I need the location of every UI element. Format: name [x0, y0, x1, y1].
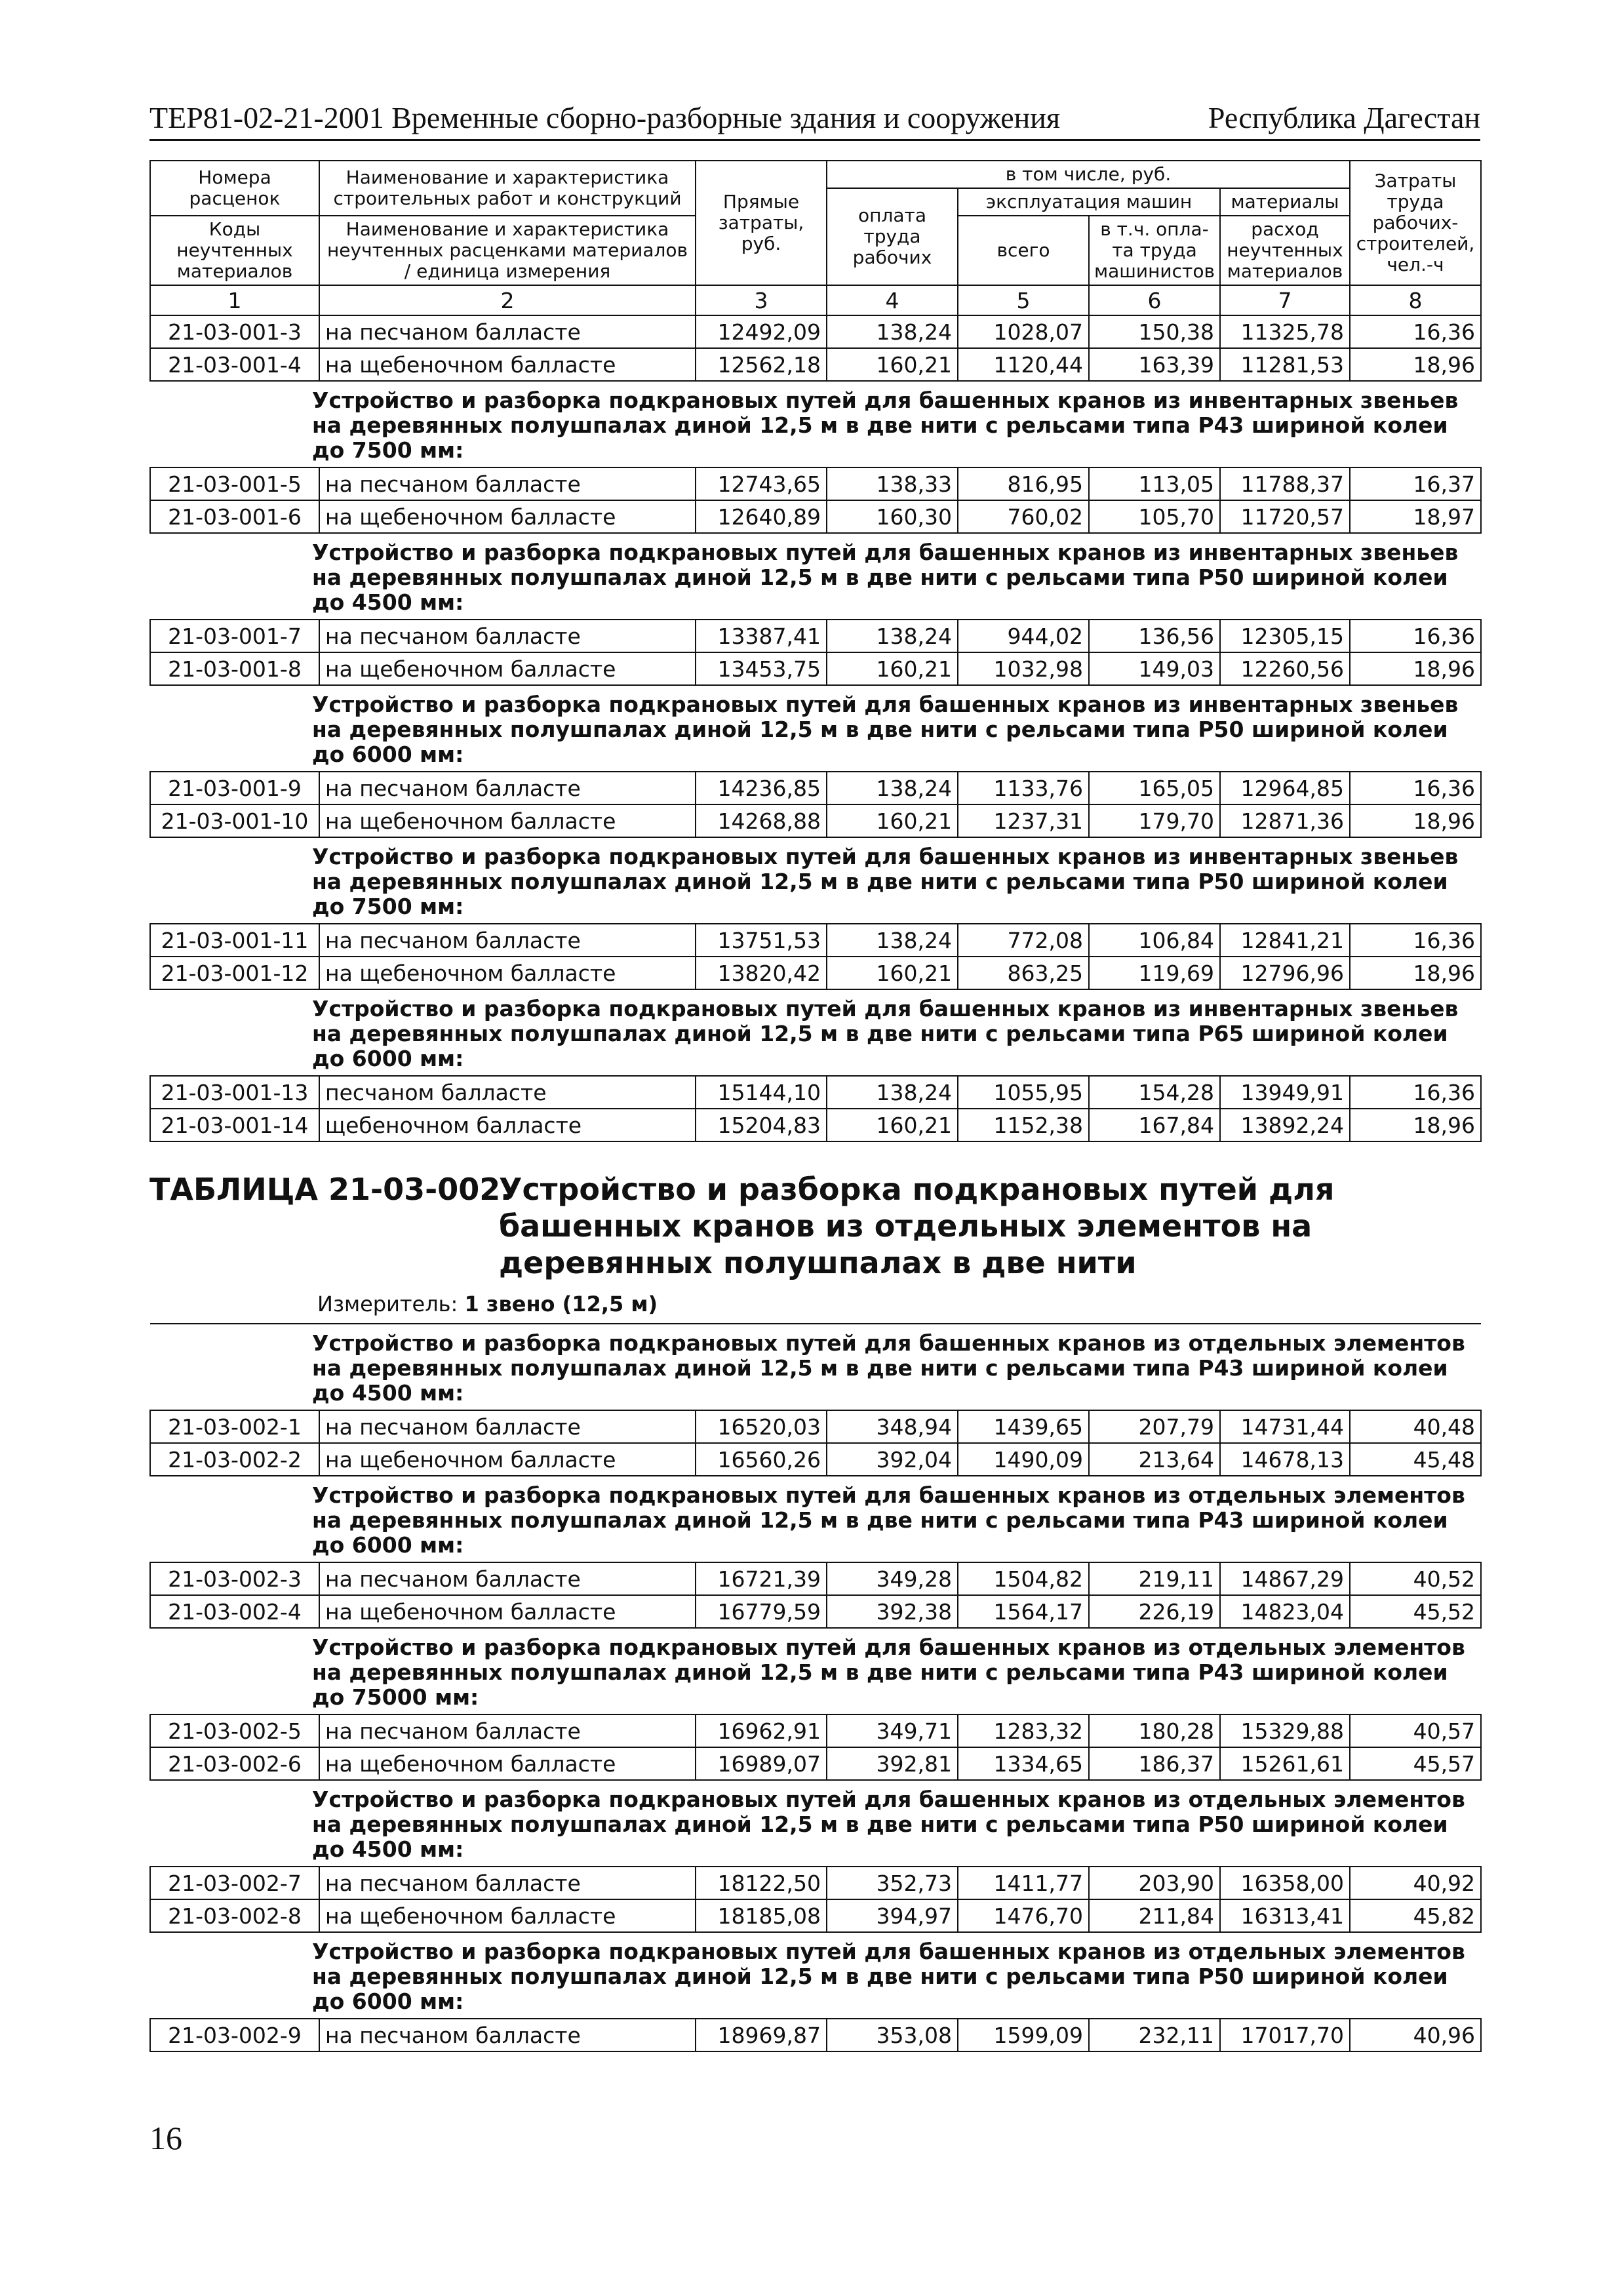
operator-pay: 165,05 — [1089, 772, 1220, 804]
column-number: 5 — [958, 285, 1089, 315]
materials-cost: 12964,85 — [1220, 772, 1350, 804]
direct-cost: 13453,75 — [696, 652, 827, 685]
operator-pay: 180,28 — [1089, 1714, 1220, 1747]
col-included-header: в том числе, руб. — [827, 161, 1350, 188]
region-name: Республика Дагестан — [1208, 101, 1480, 134]
machine-total: 772,08 — [958, 924, 1089, 957]
page-header — [149, 98, 1480, 141]
labor-pay: 160,21 — [827, 348, 958, 381]
direct-cost: 13751,53 — [696, 924, 827, 957]
work-name: на щебеночном балласте — [319, 348, 696, 381]
operator-pay: 136,56 — [1089, 620, 1220, 652]
rate-row — [150, 1109, 1481, 1141]
rate-code: 21-03-001-14 — [150, 1109, 319, 1141]
labor-pay: 392,38 — [827, 1595, 958, 1628]
rate-row — [150, 772, 1481, 804]
rate-code: 21-03-001-7 — [150, 620, 319, 652]
rate-code: 21-03-001-5 — [150, 467, 319, 500]
group-heading-row — [150, 989, 1481, 1076]
operator-pay: 232,11 — [1089, 2019, 1220, 2051]
work-name: на щебеночном балласте — [319, 1595, 696, 1628]
rate-row — [150, 467, 1481, 500]
operator-pay: 219,11 — [1089, 1562, 1220, 1595]
rate-code: 21-03-001-10 — [150, 804, 319, 837]
operator-pay: 149,03 — [1089, 652, 1220, 685]
machine-total: 1028,07 — [958, 315, 1089, 348]
meter-value: 1 звено (12,5 м) — [464, 1292, 658, 1316]
labor-pay: 349,28 — [827, 1562, 958, 1595]
operator-pay: 186,37 — [1089, 1747, 1220, 1780]
rate-code: 21-03-002-9 — [150, 2019, 319, 2051]
materials-cost: 14731,44 — [1220, 1410, 1350, 1443]
column-number: 4 — [827, 285, 958, 315]
labor-hours: 40,92 — [1350, 1867, 1481, 1899]
labor-pay: 138,24 — [827, 1076, 958, 1109]
labor-pay: 160,21 — [827, 804, 958, 837]
header-row-1 — [150, 161, 1481, 188]
labor-pay: 394,97 — [827, 1899, 958, 1932]
rate-row — [150, 620, 1481, 652]
column-number: 6 — [1089, 285, 1220, 315]
group-heading-row — [150, 837, 1481, 924]
labor-pay: 160,21 — [827, 652, 958, 685]
materials-cost: 16358,00 — [1220, 1867, 1350, 1899]
materials-cost: 17017,70 — [1220, 2019, 1350, 2051]
rate-code: 21-03-002-4 — [150, 1595, 319, 1628]
operator-pay: 150,38 — [1089, 315, 1220, 348]
work-name: песчаном балласте — [319, 1076, 696, 1109]
column-number: 1 — [150, 285, 319, 315]
materials-cost: 14678,13 — [1220, 1443, 1350, 1476]
materials-cost: 15329,88 — [1220, 1714, 1350, 1747]
direct-cost: 13820,42 — [696, 957, 827, 989]
col-machine-operation-header: эксплуатация машин — [958, 188, 1220, 216]
machine-total: 1237,31 — [958, 804, 1089, 837]
rate-row — [150, 1714, 1481, 1747]
materials-cost: 11325,78 — [1220, 315, 1350, 348]
rate-row — [150, 1443, 1481, 1476]
group-heading: Устройство и разборка подкрановых путей для башенных кранов из отдельных элементов на деревянных полушпалах диной 12,5 м в две нити с рельсами типа Р43 шириной колеи до 4500 мм: — [150, 1324, 1481, 1410]
rates-table-21-03-001 — [149, 160, 1482, 1142]
col-operator-pay-header: в т.ч. опла-та труда машинистов — [1089, 216, 1220, 285]
operator-pay: 163,39 — [1089, 348, 1220, 381]
machine-total: 1152,38 — [958, 1109, 1089, 1141]
materials-cost: 11788,37 — [1220, 467, 1350, 500]
machine-total: 1599,09 — [958, 2019, 1089, 2051]
col-rate-number-header: Номера расценок — [150, 161, 319, 216]
group-heading: Устройство и разборка подкрановых путей для башенных кранов из отдельных элементов на деревянных полушпалах диной 12,5 м в две нити с рельсами типа Р43 шириной колеи до 6000 мм: — [150, 1476, 1481, 1562]
work-name: на песчаном балласте — [319, 1410, 696, 1443]
materials-cost: 13892,24 — [1220, 1109, 1350, 1141]
labor-hours: 18,96 — [1350, 957, 1481, 989]
materials-cost: 14823,04 — [1220, 1595, 1350, 1628]
direct-cost: 12743,65 — [696, 467, 827, 500]
price-sheet — [149, 160, 1480, 2052]
labor-pay: 138,33 — [827, 467, 958, 500]
labor-pay: 160,30 — [827, 500, 958, 533]
labor-hours: 40,96 — [1350, 2019, 1481, 2051]
rate-row — [150, 315, 1481, 348]
work-name: на песчаном балласте — [319, 1562, 696, 1595]
work-name: на песчаном балласте — [319, 1714, 696, 1747]
machine-total: 1504,82 — [958, 1562, 1089, 1595]
labor-pay: 392,81 — [827, 1747, 958, 1780]
group-heading: Устройство и разборка подкрановых путей для башенных кранов из инвентарных звеньев на деревянных полушпалах диной 12,5 м в две нити с рельсами типа Р65 шириной колеи до 6000 мм: — [150, 989, 1481, 1076]
col-labor-pay-header: оплата труда рабочих — [827, 188, 958, 285]
work-name: на щебеночном балласте — [319, 1443, 696, 1476]
rate-code: 21-03-001-3 — [150, 315, 319, 348]
labor-pay: 353,08 — [827, 2019, 958, 2051]
direct-cost: 18185,08 — [696, 1899, 827, 1932]
machine-total: 1476,70 — [958, 1899, 1089, 1932]
labor-pay: 160,21 — [827, 1109, 958, 1141]
work-name: на щебеночном балласте — [319, 804, 696, 837]
col-material-names-header: Наименование и характеристика неучтенных расценками материалов / единица измерения — [319, 216, 696, 285]
group-heading: Устройство и разборка подкрановых путей для башенных кранов из инвентарных звеньев на деревянных полушпалах диной 12,5 м в две нити с рельсами типа Р43 шириной колеи до 7500 мм: — [150, 381, 1481, 467]
materials-cost: 13949,91 — [1220, 1076, 1350, 1109]
labor-hours: 16,37 — [1350, 467, 1481, 500]
labor-hours: 16,36 — [1350, 1076, 1481, 1109]
materials-cost: 12305,15 — [1220, 620, 1350, 652]
machine-total: 1055,95 — [958, 1076, 1089, 1109]
materials-cost: 11281,53 — [1220, 348, 1350, 381]
materials-cost: 12260,56 — [1220, 652, 1350, 685]
group-heading: Устройство и разборка подкрановых путей для башенных кранов из инвентарных звеньев на деревянных полушпалах диной 12,5 м в две нити с рельсами типа Р50 шириной колеи до 4500 мм: — [150, 533, 1481, 620]
column-number-row — [150, 285, 1481, 315]
rate-row — [150, 924, 1481, 957]
rate-code: 21-03-001-11 — [150, 924, 319, 957]
rate-code: 21-03-002-6 — [150, 1747, 319, 1780]
document-title: ТЕР81-02-21-2001 Временные сборно-разборные здания и сооружения — [149, 101, 1061, 134]
section-21-03-002 — [150, 1324, 1481, 2051]
operator-pay: 179,70 — [1089, 804, 1220, 837]
machine-total: 760,02 — [958, 500, 1089, 533]
work-name: на щебеночном балласте — [319, 1899, 696, 1932]
group-heading: Устройство и разборка подкрановых путей для башенных кранов из отдельных элементов на деревянных полушпалах диной 12,5 м в две нити с рельсами типа Р43 шириной колеи до 75000 мм: — [150, 1628, 1481, 1714]
labor-hours: 40,48 — [1350, 1410, 1481, 1443]
group-heading-row — [150, 381, 1481, 467]
direct-cost: 18969,87 — [696, 2019, 827, 2051]
group-heading: Устройство и разборка подкрановых путей для башенных кранов из инвентарных звеньев на деревянных полушпалах диной 12,5 м в две нити с рельсами типа Р50 шириной колеи до 7500 мм: — [150, 837, 1481, 924]
operator-pay: 167,84 — [1089, 1109, 1220, 1141]
work-name: на щебеночном балласте — [319, 652, 696, 685]
rate-row — [150, 1076, 1481, 1109]
operator-pay: 113,05 — [1089, 467, 1220, 500]
direct-cost: 16962,91 — [696, 1714, 827, 1747]
group-heading-row — [150, 1628, 1481, 1714]
rate-row — [150, 1595, 1481, 1628]
group-heading: Устройство и разборка подкрановых путей для башенных кранов из инвентарных звеньев на деревянных полушпалах диной 12,5 м в две нити с рельсами типа Р50 шириной колеи до 6000 мм: — [150, 685, 1481, 772]
rate-row — [150, 1562, 1481, 1595]
rate-row — [150, 957, 1481, 989]
machine-total: 1283,32 — [958, 1714, 1089, 1747]
labor-hours: 16,36 — [1350, 620, 1481, 652]
rate-code: 21-03-001-12 — [150, 957, 319, 989]
labor-pay: 138,24 — [827, 772, 958, 804]
machine-total: 1490,09 — [958, 1443, 1089, 1476]
materials-cost: 12871,36 — [1220, 804, 1350, 837]
column-number: 7 — [1220, 285, 1350, 315]
work-name: на песчаном балласте — [319, 772, 696, 804]
work-name: на песчаном балласте — [319, 467, 696, 500]
machine-total: 1334,65 — [958, 1747, 1089, 1780]
labor-hours: 45,48 — [1350, 1443, 1481, 1476]
direct-cost: 16989,07 — [696, 1747, 827, 1780]
operator-pay: 154,28 — [1089, 1076, 1220, 1109]
rates-table-21-03-002 — [149, 1323, 1482, 2052]
labor-pay: 138,24 — [827, 924, 958, 957]
direct-cost: 12492,09 — [696, 315, 827, 348]
materials-cost: 16313,41 — [1220, 1899, 1350, 1932]
work-name: на песчаном балласте — [319, 924, 696, 957]
labor-hours: 18,96 — [1350, 652, 1481, 685]
group-heading-row — [150, 1324, 1481, 1410]
col-materials-header: материалы — [1220, 188, 1350, 216]
column-number: 3 — [696, 285, 827, 315]
rate-row — [150, 2019, 1481, 2051]
direct-cost: 15204,83 — [696, 1109, 827, 1141]
meter-label: Измеритель: — [317, 1292, 458, 1316]
work-name: на песчаном балласте — [319, 1867, 696, 1899]
direct-cost: 16520,03 — [696, 1410, 827, 1443]
operator-pay: 119,69 — [1089, 957, 1220, 989]
rate-code: 21-03-002-7 — [150, 1867, 319, 1899]
measurement-unit — [149, 1285, 1480, 1323]
rate-row — [150, 1410, 1481, 1443]
direct-cost: 12562,18 — [696, 348, 827, 381]
labor-pay: 138,24 — [827, 315, 958, 348]
materials-cost: 11720,57 — [1220, 500, 1350, 533]
labor-pay: 352,73 — [827, 1867, 958, 1899]
rate-row — [150, 652, 1481, 685]
labor-hours: 16,36 — [1350, 924, 1481, 957]
table-number: ТАБЛИЦА 21-03-002. — [149, 1172, 512, 1207]
rate-row — [150, 500, 1481, 533]
work-name: на щебеночном балласте — [319, 957, 696, 989]
operator-pay: 203,90 — [1089, 1867, 1220, 1899]
group-heading-row — [150, 533, 1481, 620]
col-labor-hours-header: Затраты труда рабочих-строителей, чел.-ч — [1350, 161, 1481, 285]
machine-total: 1120,44 — [958, 348, 1089, 381]
rate-code: 21-03-002-5 — [150, 1714, 319, 1747]
machine-total: 944,02 — [958, 620, 1089, 652]
labor-hours: 18,96 — [1350, 804, 1481, 837]
column-number: 2 — [319, 285, 696, 315]
rate-code: 21-03-001-4 — [150, 348, 319, 381]
labor-hours: 18,96 — [1350, 1109, 1481, 1141]
operator-pay: 106,84 — [1089, 924, 1220, 957]
col-machine-total-header: всего — [958, 216, 1089, 285]
materials-cost: 12841,21 — [1220, 924, 1350, 957]
direct-cost: 18122,50 — [696, 1867, 827, 1899]
operator-pay: 105,70 — [1089, 500, 1220, 533]
work-name: щебеночном балласте — [319, 1109, 696, 1141]
group-heading: Устройство и разборка подкрановых путей для башенных кранов из отдельных элементов на деревянных полушпалах диной 12,5 м в две нити с рельсами типа Р50 шириной колеи до 4500 мм: — [150, 1780, 1481, 1867]
col-material-codes-header: Коды неучтенных материалов — [150, 216, 319, 285]
machine-total: 1133,76 — [958, 772, 1089, 804]
operator-pay: 207,79 — [1089, 1410, 1220, 1443]
labor-hours: 45,82 — [1350, 1899, 1481, 1932]
labor-pay: 160,21 — [827, 957, 958, 989]
machine-total: 863,25 — [958, 957, 1089, 989]
rate-row — [150, 1747, 1481, 1780]
col-work-name-header: Наименование и характеристика строительных работ и конструкций — [319, 161, 696, 216]
rate-row — [150, 804, 1481, 837]
group-heading-row — [150, 1476, 1481, 1562]
group-heading-row — [150, 1932, 1481, 2019]
materials-cost: 14867,29 — [1220, 1562, 1350, 1595]
labor-pay: 392,04 — [827, 1443, 958, 1476]
materials-cost: 12796,96 — [1220, 957, 1350, 989]
labor-hours: 40,57 — [1350, 1714, 1481, 1747]
labor-hours: 45,57 — [1350, 1747, 1481, 1780]
direct-cost: 16779,59 — [696, 1595, 827, 1628]
labor-hours: 18,96 — [1350, 348, 1481, 381]
labor-hours: 18,97 — [1350, 500, 1481, 533]
table-title-block — [149, 1142, 1480, 1285]
rate-row — [150, 348, 1481, 381]
work-name: на песчаном балласте — [319, 620, 696, 652]
section-21-03-001 — [150, 315, 1481, 1141]
machine-total: 1032,98 — [958, 652, 1089, 685]
labor-hours: 45,52 — [1350, 1595, 1481, 1628]
materials-cost: 15261,61 — [1220, 1747, 1350, 1780]
operator-pay: 226,19 — [1089, 1595, 1220, 1628]
machine-total: 816,95 — [958, 467, 1089, 500]
work-name: на щебеночном балласте — [319, 500, 696, 533]
page-number: 16 — [149, 2120, 182, 2156]
direct-cost: 14268,88 — [696, 804, 827, 837]
labor-hours: 16,36 — [1350, 772, 1481, 804]
rate-row — [150, 1899, 1481, 1932]
machine-total: 1564,17 — [958, 1595, 1089, 1628]
labor-pay: 138,24 — [827, 620, 958, 652]
group-heading-row — [150, 685, 1481, 772]
direct-cost: 16721,39 — [696, 1562, 827, 1595]
labor-hours: 40,52 — [1350, 1562, 1481, 1595]
table-title: Устройство и разборка подкрановых путей для башенных кранов из отдельных элементов на деревянных полушпалах в две нити — [499, 1172, 1335, 1280]
group-heading-row — [150, 1780, 1481, 1867]
machine-total: 1439,65 — [958, 1410, 1089, 1443]
operator-pay: 213,64 — [1089, 1443, 1220, 1476]
operator-pay: 211,84 — [1089, 1899, 1220, 1932]
rate-row — [150, 1867, 1481, 1899]
rate-code: 21-03-002-3 — [150, 1562, 319, 1595]
rate-code: 21-03-002-2 — [150, 1443, 319, 1476]
column-number: 8 — [1350, 285, 1481, 315]
work-name: на песчаном балласте — [319, 2019, 696, 2051]
direct-cost: 16560,26 — [696, 1443, 827, 1476]
direct-cost: 14236,85 — [696, 772, 827, 804]
col-direct-cost-header: Прямые затраты, руб. — [696, 161, 827, 285]
rate-code: 21-03-002-1 — [150, 1410, 319, 1443]
rate-code: 21-03-001-8 — [150, 652, 319, 685]
direct-cost: 12640,89 — [696, 500, 827, 533]
work-name: на щебеночном балласте — [319, 1747, 696, 1780]
labor-hours: 16,36 — [1350, 315, 1481, 348]
direct-cost: 13387,41 — [696, 620, 827, 652]
labor-pay: 349,71 — [827, 1714, 958, 1747]
labor-pay: 348,94 — [827, 1410, 958, 1443]
machine-total: 1411,77 — [958, 1867, 1089, 1899]
direct-cost: 15144,10 — [696, 1076, 827, 1109]
col-material-usage-header: расход неучтенных материалов — [1220, 216, 1350, 285]
group-heading: Устройство и разборка подкрановых путей для башенных кранов из отдельных элементов на деревянных полушпалах диной 12,5 м в две нити с рельсами типа Р50 шириной колеи до 6000 мм: — [150, 1932, 1481, 2019]
rate-code: 21-03-001-6 — [150, 500, 319, 533]
rate-code: 21-03-001-9 — [150, 772, 319, 804]
work-name: на песчаном балласте — [319, 315, 696, 348]
rate-code: 21-03-002-8 — [150, 1899, 319, 1932]
rate-code: 21-03-001-13 — [150, 1076, 319, 1109]
